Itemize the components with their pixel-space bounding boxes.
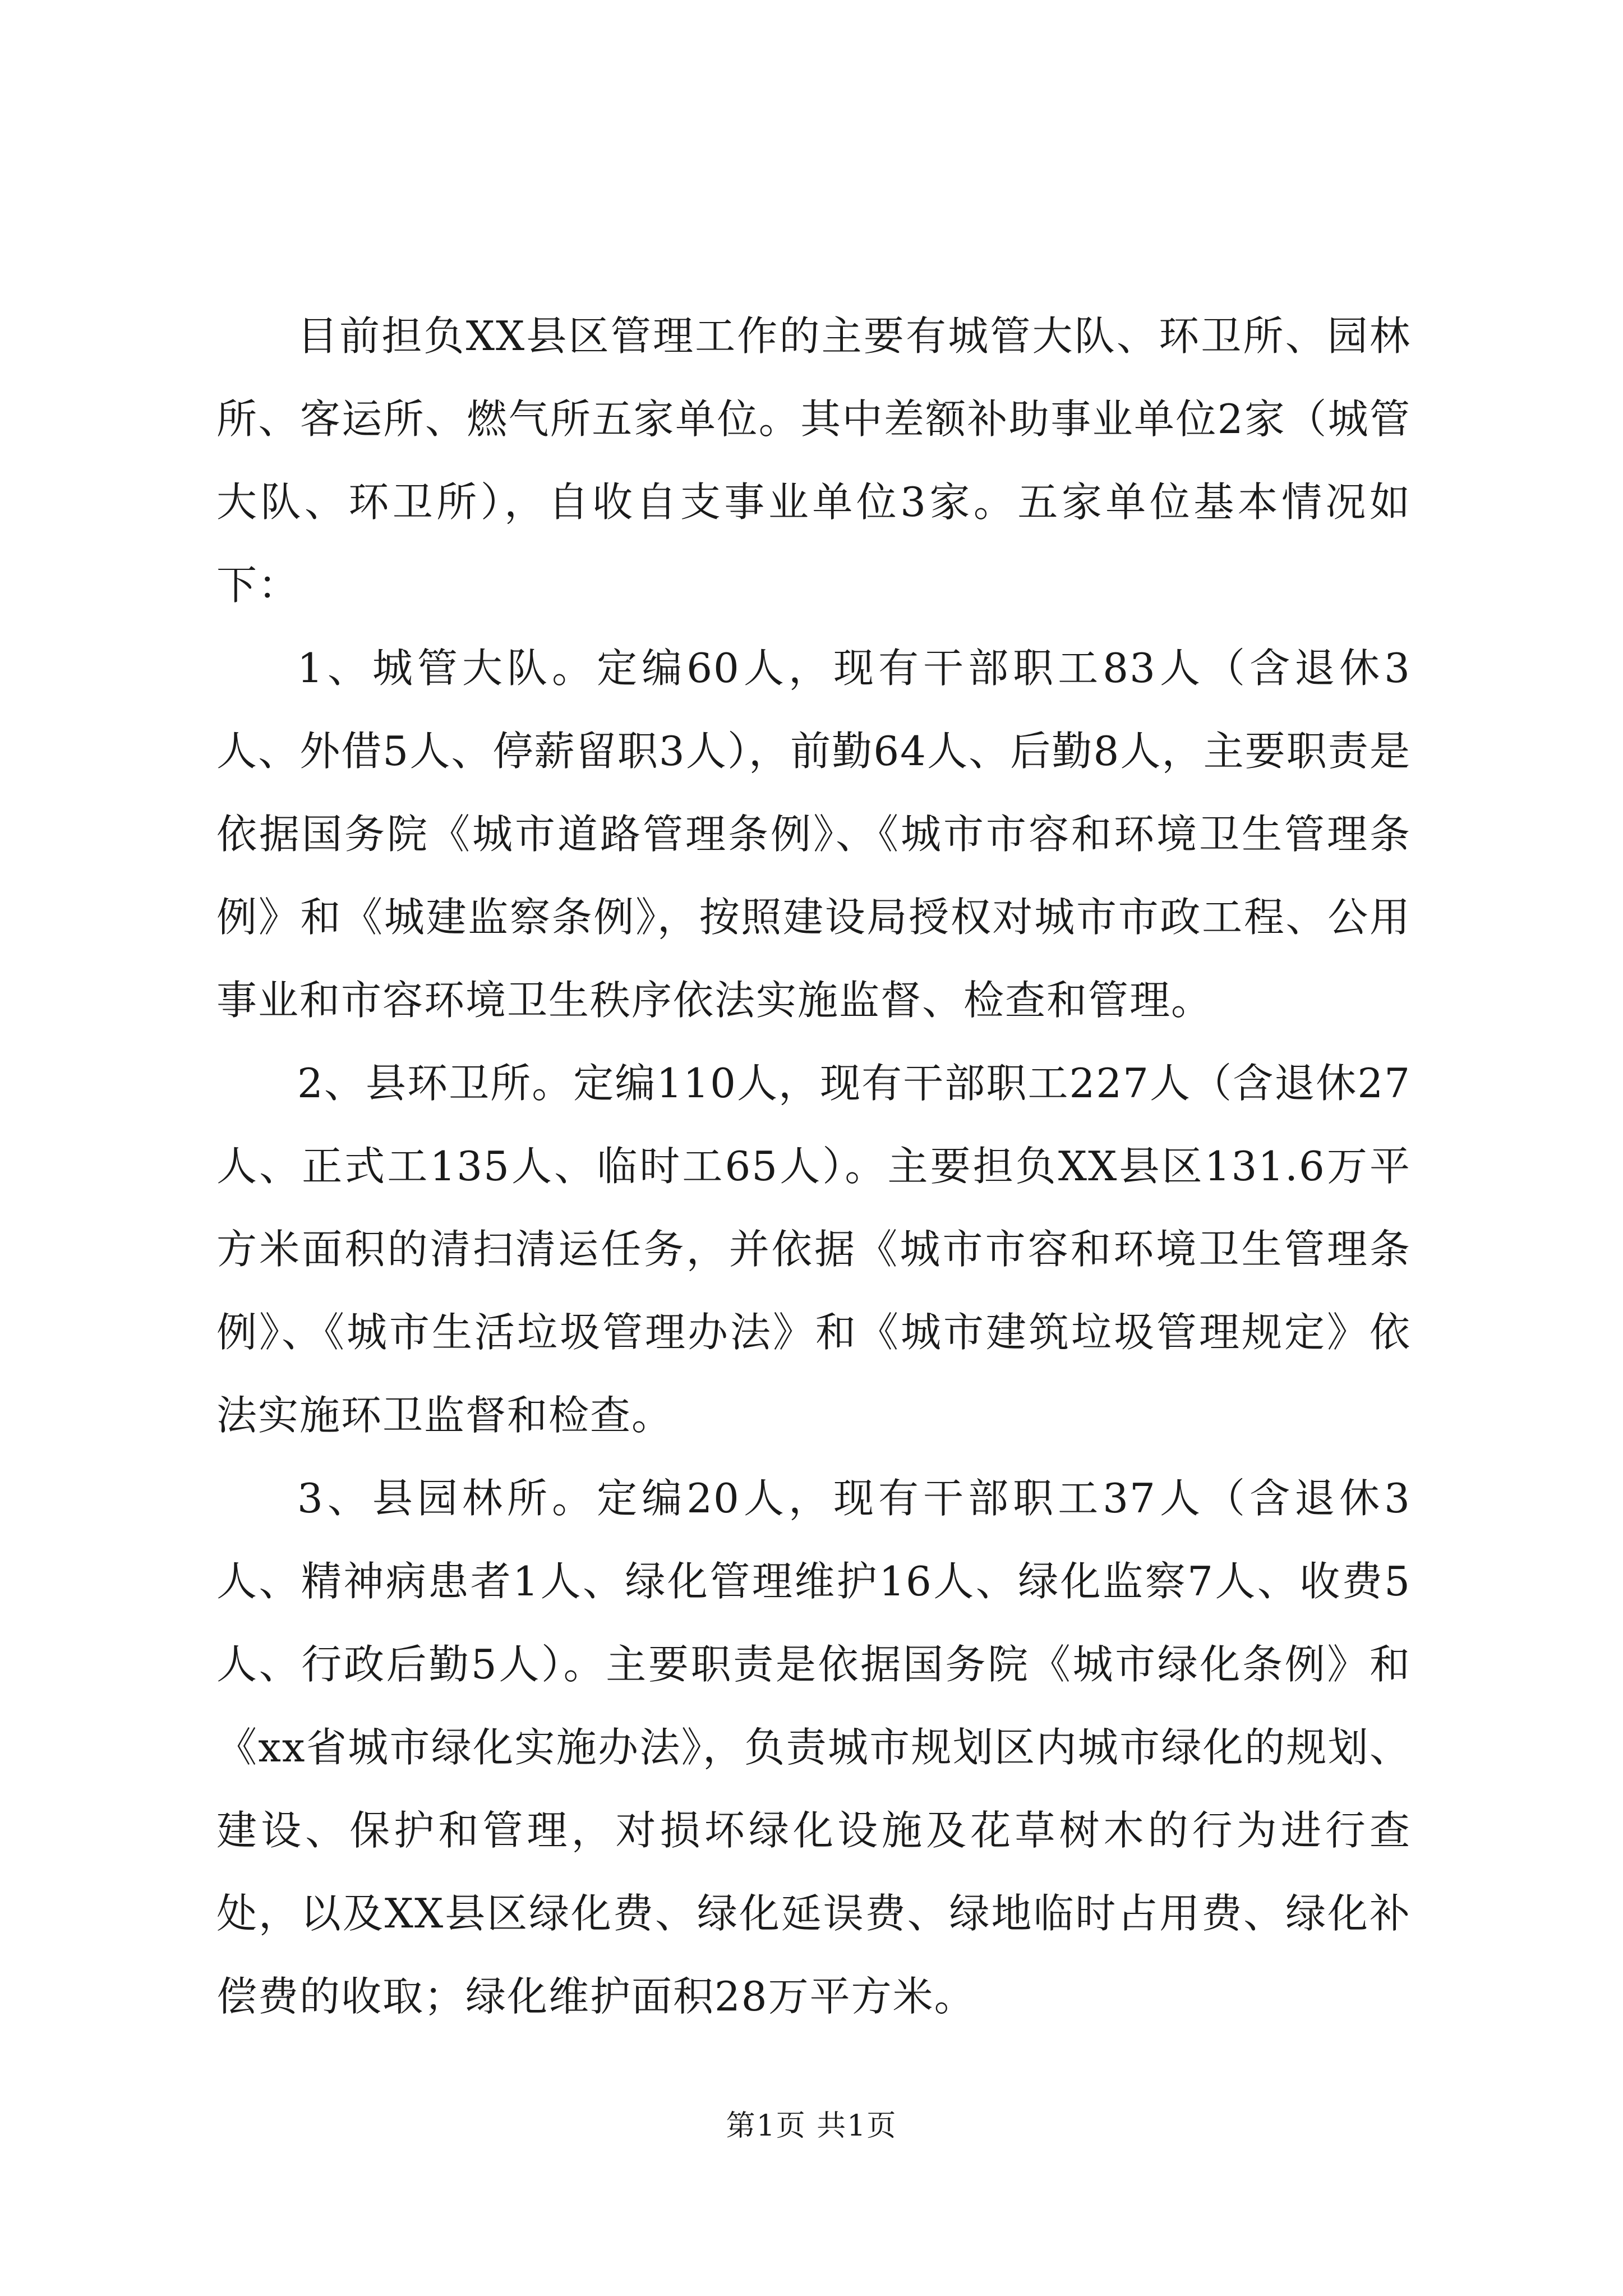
paragraph-chengguan-brigade: 1、城管大队。定编60人，现有干部职工83人（含退休3人、外借5人、停薪留职3人），前勤64人、后勤8人，主要职责是依据国务院《城市道路管理条例》、《城市市容和环境卫生管理条例》和《城建监察条例》，按照建设局授权对城市市政工程、公用事业和市容环境卫生秩序依法实施监督、检查和管理。	[216, 645, 1411, 1024]
page-footer: 第1页 共1页	[726, 2109, 897, 2143]
document-body	[216, 295, 1411, 2038]
paragraph-landscaping-office: 3、县园林所。定编20人，现有干部职工37人（含退休3人、精神病患者1人、绿化管理维护16人、绿化监察7人、收费5人、行政后勤5人）。主要职责是依据国务院《城市绿化条例》和《xx省城市绿化实施办法》，负责城市规划区内城市绿化的规划、建设、保护和管理，对损坏绿化设施及花草树木的行为进行查处，以及XX县区绿化费、绿化延误费、绿地临时占用费、绿化补偿费的收取；绿化维护面积28万平方米。	[216, 1475, 1411, 2020]
paragraph-intro: 目前担负XX县区管理工作的主要有城管大队、环卫所、园林所、客运所、燃气所五家单位。其中差额补助事业单位2家（城管大队、环卫所），自收自支事业单位3家。五家单位基本情况如下：	[216, 312, 1411, 609]
paragraph-sanitation-office: 2、县环卫所。定编110人，现有干部职工227人（含退休27人、正式工135人、临时工65人）。主要担负XX县区131.6万平方米面积的清扫清运任务，并依据《城市市容和环境卫生管理条例》、《城市生活垃圾管理办法》和《城市建筑垃圾管理规定》依法实施环卫监督和检查。	[216, 1060, 1411, 1439]
